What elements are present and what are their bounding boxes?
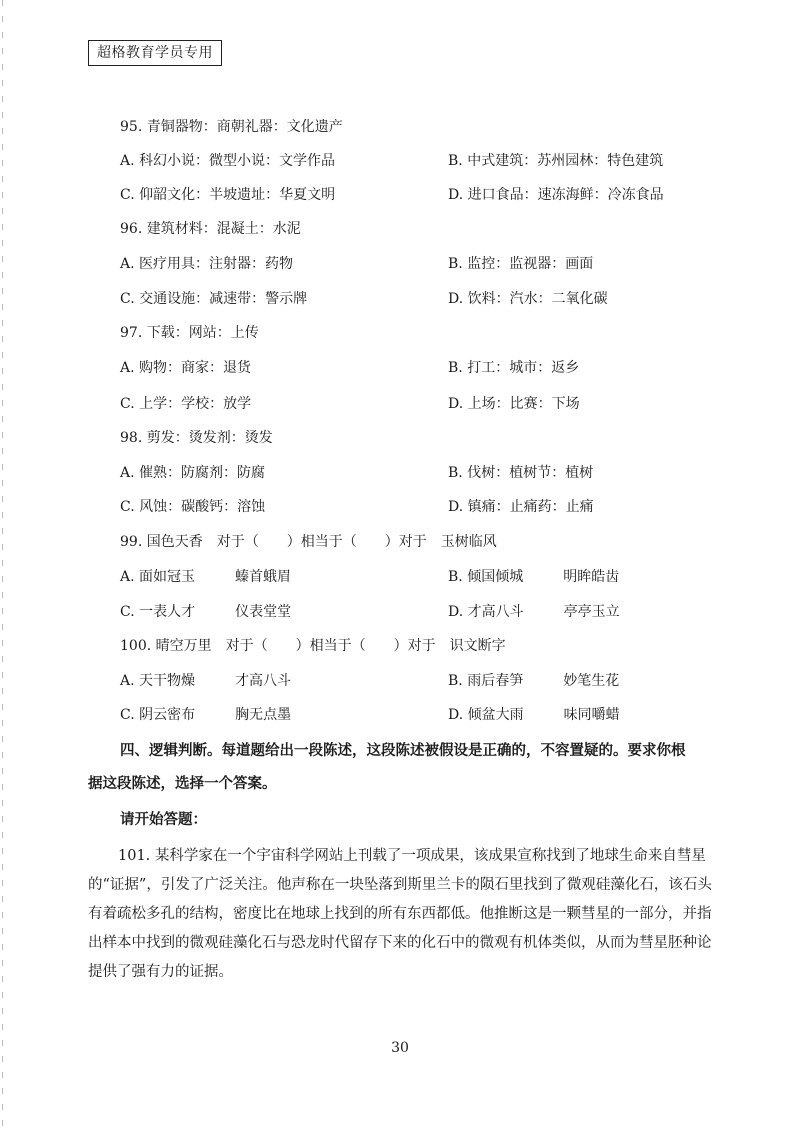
option-d-first: D. 才高八斗 (448, 604, 524, 620)
option-c-second: 胸无点墨 (235, 707, 292, 723)
question-98-option-d: D. 镇痛：止痛药：止痛 (448, 499, 594, 515)
option-a-second: 螓首蛾眉 (235, 569, 292, 585)
question-100-option-b (448, 671, 619, 691)
option-d-first: D. 倾盆大雨 (448, 707, 524, 723)
start-answering-label: 请开始答题： (120, 811, 207, 828)
header-label-box: 超格教育学员专用 (88, 40, 222, 66)
question-100-title: 100. 晴空万里 对于（ ）相当于（ ）对于 识文断字 (120, 638, 506, 654)
option-a-second: 才高八斗 (235, 673, 292, 689)
scan-edge-mark (2, 0, 3, 1128)
question-98-option-a: A. 催熟：防腐剂：防腐 (120, 465, 266, 481)
question-96-option-c: C. 交通设施：减速带：警示牌 (120, 291, 308, 307)
question-96-title: 96. 建筑材料：混凝土：水泥 (120, 221, 301, 237)
question-95-option-b: B. 中式建筑：苏州园林：特色建筑 (448, 153, 664, 169)
option-b-second: 明眸皓齿 (563, 569, 620, 585)
option-c-second: 仪表堂堂 (235, 604, 292, 620)
option-c-first: C. 阴云密布 (120, 707, 196, 723)
question-95-option-a: A. 科幻小说：微型小说：文学作品 (120, 153, 336, 169)
section-heading-line-2: 据这段陈述，选择一个答案。 (88, 775, 277, 792)
question-98-option-b: B. 伐树：植树节：植树 (448, 465, 594, 481)
question-95-title: 95. 青铜器物：商朝礼器：文化遗产 (120, 119, 343, 135)
question-97-option-b: B. 打工：城市：返乡 (448, 360, 580, 376)
question-100-option-a (120, 671, 291, 691)
question-99-option-d (448, 602, 620, 622)
option-a-first: A. 面如冠玉 (120, 569, 196, 585)
section-heading-line-1: 四、逻辑判断。每道题给出一段陈述，这段陈述被假设是正确的，不容置疑的。要求你根 (120, 742, 686, 759)
question-98-title: 98. 剪发：烫发剂：烫发 (120, 430, 273, 446)
question-100-option-c (120, 705, 291, 725)
option-c-first: C. 一表人才 (120, 604, 196, 620)
option-b-second: 妙笔生花 (563, 673, 620, 689)
question-99-title: 99. 国色天香 对于（ ）相当于（ ）对于 玉树临风 (120, 534, 497, 550)
question-97-option-a: A. 购物：商家：退货 (120, 360, 252, 376)
question-97-option-d: D. 上场：比赛：下场 (448, 396, 580, 412)
question-96-option-a: A. 医疗用具：注射器：药物 (120, 256, 294, 272)
question-100-option-d (448, 705, 620, 725)
option-d-second: 味同嚼蜡 (563, 707, 620, 723)
option-b-first: B. 雨后春笋 (448, 673, 524, 689)
page-number: 30 (391, 1040, 409, 1056)
option-b-first: B. 倾国倾城 (448, 569, 524, 585)
question-99-option-b (448, 567, 619, 587)
option-a-first: A. 天干物燥 (120, 673, 196, 689)
question-97-title: 97. 下载：网站：上传 (120, 325, 259, 341)
question-96-option-b: B. 监控：监视器：画面 (448, 256, 594, 272)
question-98-option-c: C. 风蚀：碳酸钙：溶蚀 (120, 499, 266, 515)
question-96-option-d: D. 饮料：汽水：二氧化碳 (448, 291, 608, 307)
option-d-second: 亭亭玉立 (563, 604, 620, 620)
question-95-option-d: D. 进口食品：速冻海鲜：冷冻食品 (448, 187, 664, 203)
question-95-option-c: C. 仰韶文化：半坡遗址：华夏文明 (120, 187, 336, 203)
question-97-option-c: C. 上学：学校：放学 (120, 396, 252, 412)
question-99-option-a (120, 567, 291, 587)
question-99-option-c (120, 602, 291, 622)
question-101-paragraph: 101. 某科学家在一个宇宙科学网站上刊载了一项成果，该成果宣称找到了地球生命来自彗星的“证据”，引发了广泛关注。他声称在一块坠落到斯里兰卡的陨石里找到了微观硅藻化石，该石头有着疏松多孔的结构，密度比在地球上找到的所有东西都低。他推断这是一颗彗星的一部分，并指出样本中找到的微观硅藻化石与恐龙时代留存下来的化石中的微观有机体类似，从而为彗星胚种论提供了强有力的证据。 (88, 848, 712, 980)
